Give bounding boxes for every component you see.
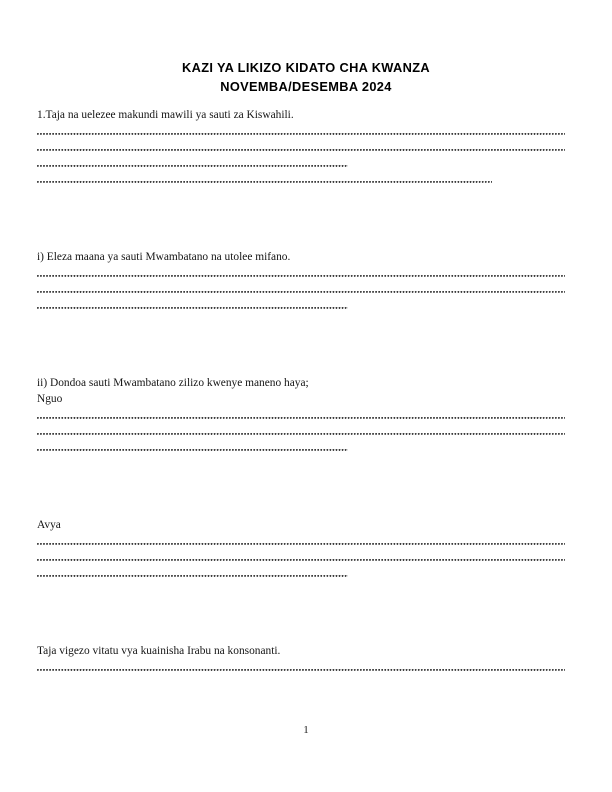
- answer-line[interactable]: [37, 533, 575, 549]
- title-line-1: KAZI YA LIKIZO KIDATO CHA KWANZA: [182, 60, 430, 75]
- title-line-2: NOVEMBA/DESEMBA 2024: [220, 79, 392, 94]
- page-number: 1: [303, 724, 309, 736]
- block-spacer: [37, 581, 575, 643]
- answer-line[interactable]: [37, 439, 575, 455]
- question-block-2: [37, 643, 575, 675]
- question-1-i-text: i) Eleza maana ya sauti Mwambatano na utolee mifano.: [37, 251, 291, 263]
- answer-line[interactable]: [37, 297, 575, 313]
- answer-line[interactable]: [37, 281, 575, 297]
- answer-line[interactable]: [37, 549, 575, 565]
- item-block-avya: [37, 517, 575, 581]
- question-1-ii-text: ii) Dondoa sauti Mwambatano zilizo kwenye maneno haya;: [37, 377, 309, 389]
- question-block-1-ii: [37, 375, 575, 455]
- question-block-1-i: [37, 249, 575, 313]
- answer-line[interactable]: [37, 155, 575, 171]
- question-1-text: 1.Taja na uelezee makundi mawili ya sauti za Kiswahili.: [37, 109, 294, 121]
- answer-line[interactable]: [37, 659, 575, 675]
- page-footer: [0, 720, 612, 738]
- question-2-text: Taja vigezo vitatu vya kuainisha Irabu na konsonanti.: [37, 645, 281, 657]
- answer-line[interactable]: [37, 565, 575, 581]
- answer-line[interactable]: [37, 139, 575, 155]
- answer-line[interactable]: [37, 123, 575, 139]
- answer-line[interactable]: [37, 423, 575, 439]
- block-spacer: [37, 187, 575, 249]
- document-title: [0, 58, 612, 96]
- question-1-ii-word: Nguo: [37, 393, 63, 405]
- block-spacer: [37, 313, 575, 375]
- item-avya-text: Avya: [37, 519, 61, 531]
- question-block-1: [37, 107, 575, 187]
- block-spacer: [37, 455, 575, 517]
- document-body: [37, 107, 575, 675]
- answer-line[interactable]: [37, 407, 575, 423]
- answer-line[interactable]: [37, 171, 575, 187]
- answer-line[interactable]: [37, 265, 575, 281]
